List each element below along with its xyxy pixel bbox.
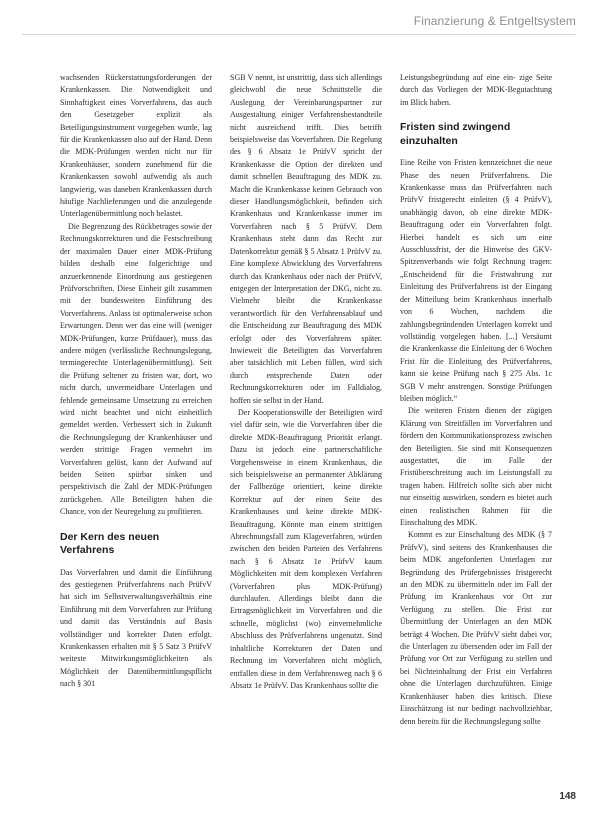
paragraph: Die Begrenzung des Rückbetrages sowie der Rechnungskorrekturen und die Festschreibung der maximalen Dauer einer MDK-Prüfung bilden deshalb eine folgerichtige und anzuerkennende Einordnung aus gestiegenen Prüfvorschriften. Diese Einheit gilt zusammen mit der bundesweiten Einführung des Vorverfahrens. Anlass ist optimalerweise schon Erwartungen. Denn wer das eine will (weniger MDK-Prüfungen, kurze Prüfdauer), muss das andere mögen (verlässliche Rechnungslegung, termingerechte Unterlagenübermittlung). Seit die Prüfung seltener zu fristen war, dort, wo nicht durch, unvermeidbare Unterlagen und fehlende gemeinsame Umsetzung zu erreichen wird nicht beachtet und nicht einheitlich gemeldet werden. Verbessert sich in Zukunft die Rechnungslegung der Krankenhäuser und werden strittige Fragen vermehrt im Vorverfahren gelöst, kann der Aufwand auf beiden Seiten spürbar sinken und perspektivisch die Zahl der MDK-Prüfungen zurückgehen. Alle Beteiligten haben die Chance, von der Neuregelung zu profitieren. (60, 221, 212, 517)
paragraph: Der Kooperationswille der Beteiligten wird viel dafür sein, wie die Vorverfahren über die direkte MDK-Beauftragung Priorität erlangt. Dazu ist jedoch eine partnerschaftliche Vorgehensweise in einem Krankenhaus, die sich beispielsweise an permanenter Abklärung der Fallbezüge orientiert, keine direkte Korrektur auf der einen Seite des Krankenhauses und keine direkte MDK-Beauftragung. Könnte man einem strittigen Abrechnungsfall zum Klageverfahren, würden zwischen den beiden Parteien des Verfahrens nach § 6 Absatz 1e PrüfvV kaum Möglichkeiten mit dem komplexen Verfahren (Vorverfahren plus MDK-Prüfung) durchlaufen. Allerdings bleibt dann die Ertragsmöglichkeit im Vorverfahren und die schnelle, möglichst (wo) einvernehmliche Abschluss des Prüfverfahrens ungenutzt. Sind inhaltliche Korrekturen der Daten und Rechnung im Vorverfahren nicht möglich, entfallen diese in dem Verfahrensweg nach § 6 Absatz 1e PrüfvV. Das Krankenhaus sollte die (230, 407, 382, 690)
paragraph: Das Vorverfahren und damit die Einführung des gestiegenen Prüfverfahrens nach PrüfvV hat sich im Selbstverwaltungsverhältnis eine Einführung mit dem Vorverfahren zur Prüfung und damit das Verständnis auf Basis vollständiger und korrekter Daten erfolgt. Krankenkassen erhalten mit § 5 Satz 3 PrüfvV weiteste Mitwirkungsmöglichkeiten als Möglichkeit der Datenübermittlungspflicht nach § 301 (60, 567, 212, 689)
paragraph: Kommt es zur Einschaltung des MDK (§ 7 PrüfvV), sind seitens des Krankenhauses die beim MDK angeforderten Unterlagen zur Begründung des Prüfergebnisses fristgerecht an den MDK zu übermitteln oder im Fall der Prüfung im Krankenhaus vor Ort zur Verfügung zu stellen. Die Frist zur Übermittlung der Unterlagen an den MDK beträgt 4 Wochen. Die PrüfvV sieht dabei vor, die Unterlagen zu übersenden oder im Fall der Prüfung vor Ort zur Verfügung zu stellen und bei Nichteinhaltung der Frist ein Verfahren ohne die Unterlagen durchzuführen. Einige Krankenhäuser haben dies kritisch. Diese Einschätzung ist nur bedingt nachvollziehbar, denn bereits für die Rechnungslegung sollte (400, 530, 552, 726)
section-heading: Der Kern des neuen Verfahrens (60, 530, 160, 557)
column-middle (230, 72, 382, 767)
column-right (400, 72, 552, 767)
paragraph: SGB V nennt, ist unstrittig, dass sich allerdings gleichwohl die neue Schnittstelle die Auslegung der Vereinbarungspartner zur Ausgestaltung einiger Verfahrensbestandteile nicht ausreichend trifft. Dies betrifft beispielsweise das Vorverfahren. Die Regelung des § 6 Absatz 1e PrüfvV spricht der Krankenkasse die Option der direkten und damit schnellen Beauftragung des MDK zu. Macht die Krankenkasse keinen Gebrauch von dieser Handlungsmöglichkeit, befinden sich Krankenhaus und Krankenkasse immer im Vorverfahren nach § 5 PrüfvV. Dem Krankenhaus steht dann das Recht zur Datenkorrektur gemäß § 5 Absatz 1 PrüfvV zu. Eine komplexe Abwicklung des Vorverfahrens durch das Krankenhaus oder nach der PrüfvV, entgegen der Interpretation der DKG, nicht zu. Vielmehr bleibt die Krankenkasse verantwortlich für den Verfahrensablauf und die Entscheidung zur Beauftragung des MDK erfolgt oder des Vorverfahrens später. Inwieweit die Beteiligten das Vorverfahren aber tatsächlich mit Leben füllen, wird sich durch entsprechende Daten oder Rechnungskorrekturen oder im Falldialog, hoffen sie selbst in der Hand. (230, 73, 382, 405)
column-left (60, 72, 212, 767)
header-rule (22, 34, 576, 35)
section-heading: Fristen sind zwingend einzuhalten (400, 121, 511, 147)
page-number: 148 (559, 791, 576, 802)
paragraph: Die weiteren Fristen dienen der zügigen Klärung von Streitfällen im Vorverfahren und fördern den Kommunikationsprozess zwischen den Beteiligten. Sie sind mit Konsequenzen ausgestattet, die im Falle der Fristüberschreitung auch im Leistungsfall zu tragen haben. Hilfreich sollte sich aber nicht nur einseitig auswirken, sondern es bietet auch einen realistischen Rahmen für die Einschaltung des MDK. (400, 406, 552, 527)
paragraph: wachsenden Rückerstattungsforderungen der Krankenkassen. Die Notwendigkeit und Sinnhaftigkeit eines Vorverfahrens, das auch den Gesetzgeber explizit als Beteiligungsinstrument vorgegeben wurde, lag für die Krankenkassen also auf der Hand. Denn die MDK-Prüfungen werden nicht nur für Krankenhäuser, sondern zunehmend für die Krankenkassen sowohl aufwendig als auch langwierig, was daneben Krankenkassen durch häufige Nachlieferungen und die anzulegende Unterlagenübermittlung noch belastet. (60, 73, 212, 219)
paragraph: Eine Reihe von Fristen kennzeichnet die neue Phase des neuen Prüfverfahrens. Die Krankenkasse muss das Prüfverfahren nach PrüfvV fristgerecht einleiten (§ 4 PrüfvV), unabhängig davon, ob eine direkte MDK-Beauftragung oder ein Vorverfahren folgt. Hierbei handelt es sich um eine Ausschlussfrist, der die Hinweise des GKV-Spitzenverbands wie folgt Rechnung tragen: „Entscheidend für die Fristwahrung zur Einleitung des Prüfverfahrens ist der Eingang der Mitteilung beim Krankenhaus innerhalb von 6 Wochen, nachdem die zahlungsbegründenden Unterlagen korrekt und vollständig vorgelegen haben. [...] Versäumt die Krankenkasse die Einleitung der 6 Wochen Frist für die Einleitung des Prüfverfahrens, kann sie keine Prüfung nach § 275 Abs. 1c SGB V mehr anstrengen. Sonstige Prüfungen bleiben möglich.“ (400, 158, 552, 403)
section-header: Finanzierung & Entgeltsystem (413, 14, 576, 28)
paragraph: Leistungsbegründung auf eine ein- zige Seite durch das Vorliegen der MDK-Begutachtung im Blick haben. (400, 73, 552, 107)
